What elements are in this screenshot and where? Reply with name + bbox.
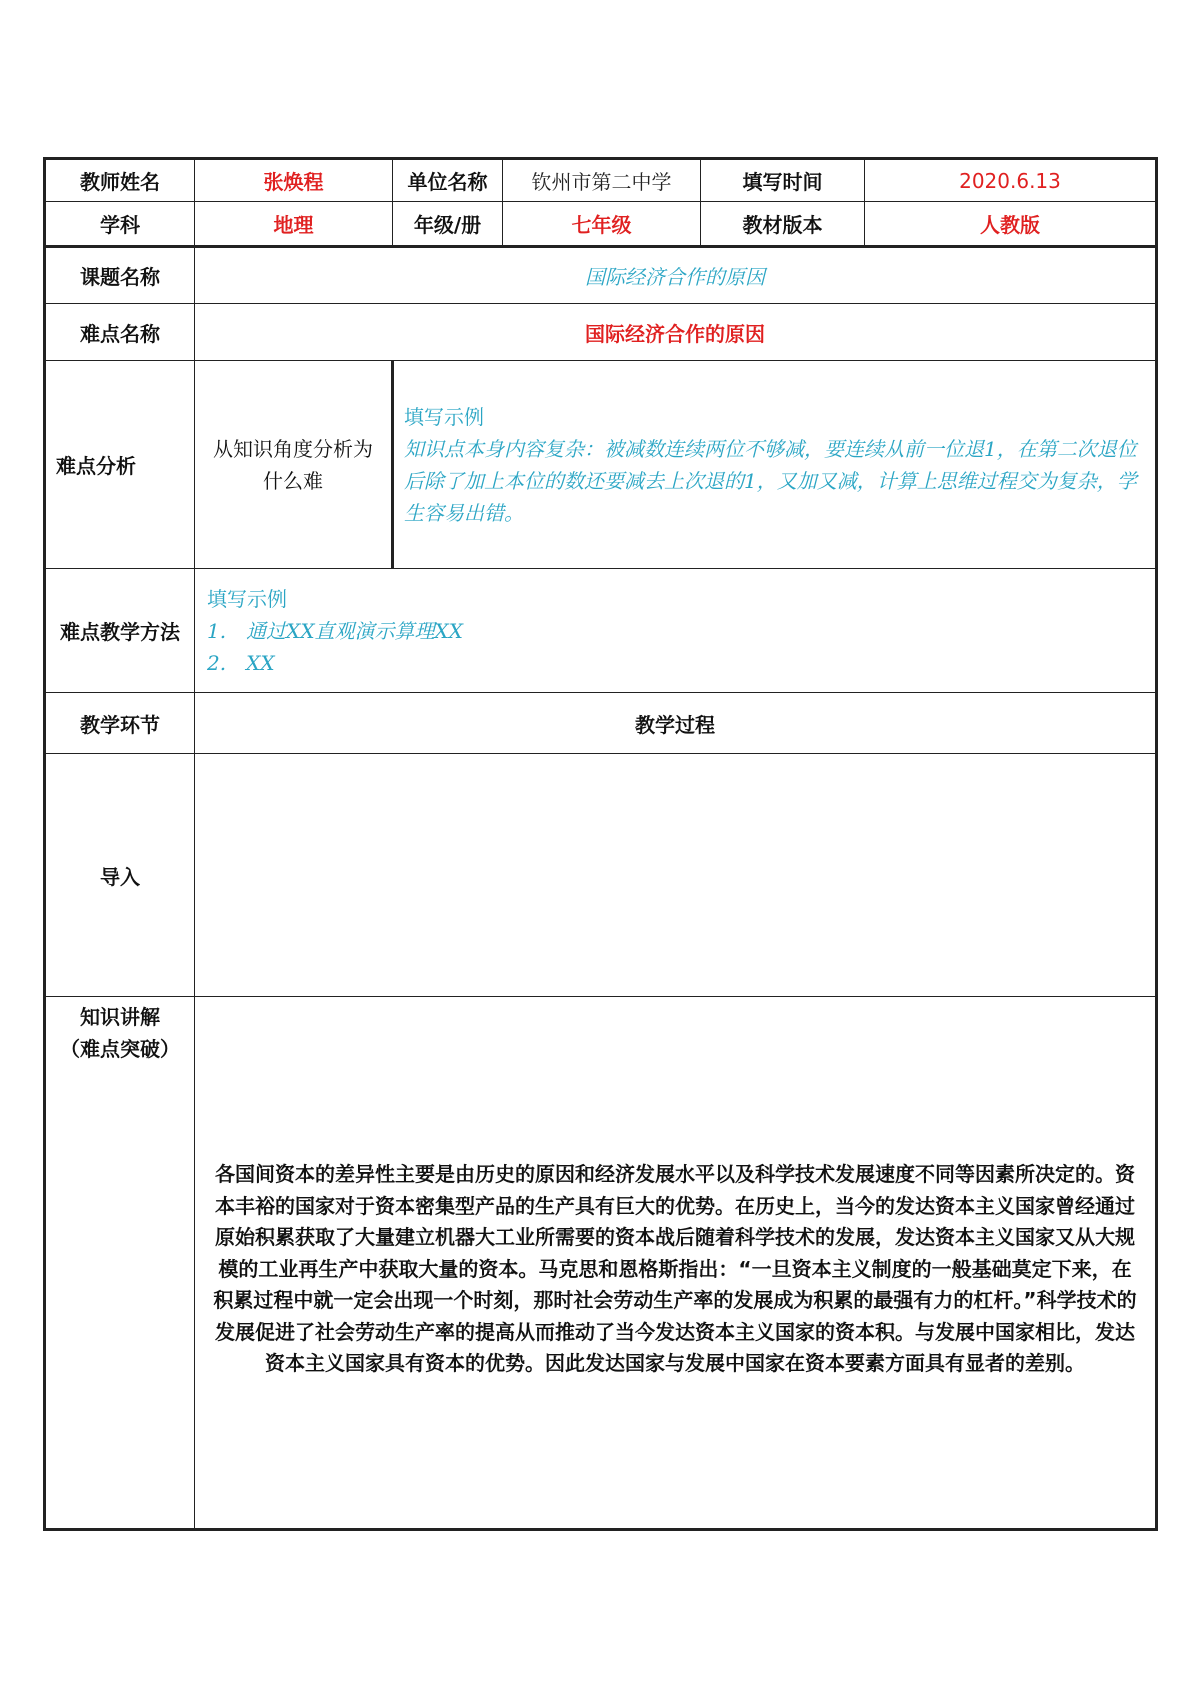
analysis-row <box>45 361 1157 569</box>
analysis-label: 难点分析 <box>45 361 195 569</box>
difficulty-label: 难点名称 <box>45 304 195 361</box>
lesson-plan-table <box>43 157 1158 1531</box>
analysis-example-title: 填写示例 <box>404 405 484 429</box>
process-header-row <box>45 693 1157 754</box>
edition-label: 教材版本 <box>701 202 865 247</box>
difficulty-row <box>45 304 1157 361</box>
intro-content <box>195 754 1157 997</box>
header-row-1 <box>45 159 1157 202</box>
edition-value: 人教版 <box>865 202 1157 247</box>
subject-value: 地理 <box>195 202 393 247</box>
knowledge-content-cell <box>195 997 1157 1530</box>
lesson-plan-form <box>43 157 1155 1531</box>
knowledge-row <box>45 997 1157 1530</box>
subject-label: 学科 <box>45 202 195 247</box>
grade-value: 七年级 <box>503 202 701 247</box>
analysis-sub-label: 从知识角度分析为什么难 <box>195 361 393 569</box>
knowledge-label-line1: 知识讲解 <box>80 1005 160 1029</box>
method-row <box>45 569 1157 693</box>
method-label: 难点教学方法 <box>45 569 195 693</box>
grade-label: 年级/册 <box>393 202 503 247</box>
method-content <box>195 569 1157 693</box>
difficulty-value: 国际经济合作的原因 <box>195 304 1157 361</box>
knowledge-label <box>45 997 195 1530</box>
teacher-name-label: 教师姓名 <box>45 159 195 202</box>
process-label: 教学过程 <box>195 693 1157 754</box>
method-item: 1. 通过XX直观演示算理XX <box>207 619 464 643</box>
teacher-name-value: 张焕程 <box>195 159 393 202</box>
analysis-example-text: 知识点本身内容复杂：被减数连续两位不够减，要连续从前一位退1，在第二次退位后除了加上本位的数还要减去上次退的1，又加又减，计算上思维过程交为复杂，学生容易出错。 <box>404 437 1137 525</box>
unit-name-value: 钦州市第二中学 <box>503 159 701 202</box>
unit-name-label: 单位名称 <box>393 159 503 202</box>
process-stage-label: 教学环节 <box>45 693 195 754</box>
header-row-2 <box>45 202 1157 247</box>
fill-date-value: 2020.6.13 <box>865 159 1157 202</box>
knowledge-label-line2: （难点突破） <box>60 1037 180 1061</box>
topic-label: 课题名称 <box>45 247 195 304</box>
method-item: 2. XX <box>207 651 275 675</box>
intro-label: 导入 <box>45 754 195 997</box>
topic-value: 国际经济合作的原因 <box>195 247 1157 304</box>
intro-row <box>45 754 1157 997</box>
method-example-title: 填写示例 <box>207 587 287 611</box>
topic-row <box>45 247 1157 304</box>
knowledge-content: 各国间资本的差异性主要是由历史的原因和经济发展水平以及科学技术发展速度不同等因素所决定的。资本丰裕的国家对于资本密集型产品的生产具有巨大的优势。在历史上，当今的发达资本主义国家曾经通过原始积累获取了大量建立机器大工业所需要的资本战后随着科学技术的发展，发达资本主义国家又从大规模的工业再生产中获取大量的资本。马克思和恩格斯指出：“一旦资本主义制度的一般基础莫定下来，在积累过程中就一定会出现一个时刻，那时社会劳动生产率的发展成为积累的最强有力的杠杆。”科学技术的发展促进了社会劳动生产率的提高从而推动了当今发达资本主义国家的资本积。与发展中国家相比，发达资本主义国家具有资本的优势。因此发达国家与发展中国家在资本要素方面具有显者的差别。 <box>213 1162 1137 1375</box>
fill-date-label: 填写时间 <box>701 159 865 202</box>
analysis-example <box>393 361 1157 569</box>
